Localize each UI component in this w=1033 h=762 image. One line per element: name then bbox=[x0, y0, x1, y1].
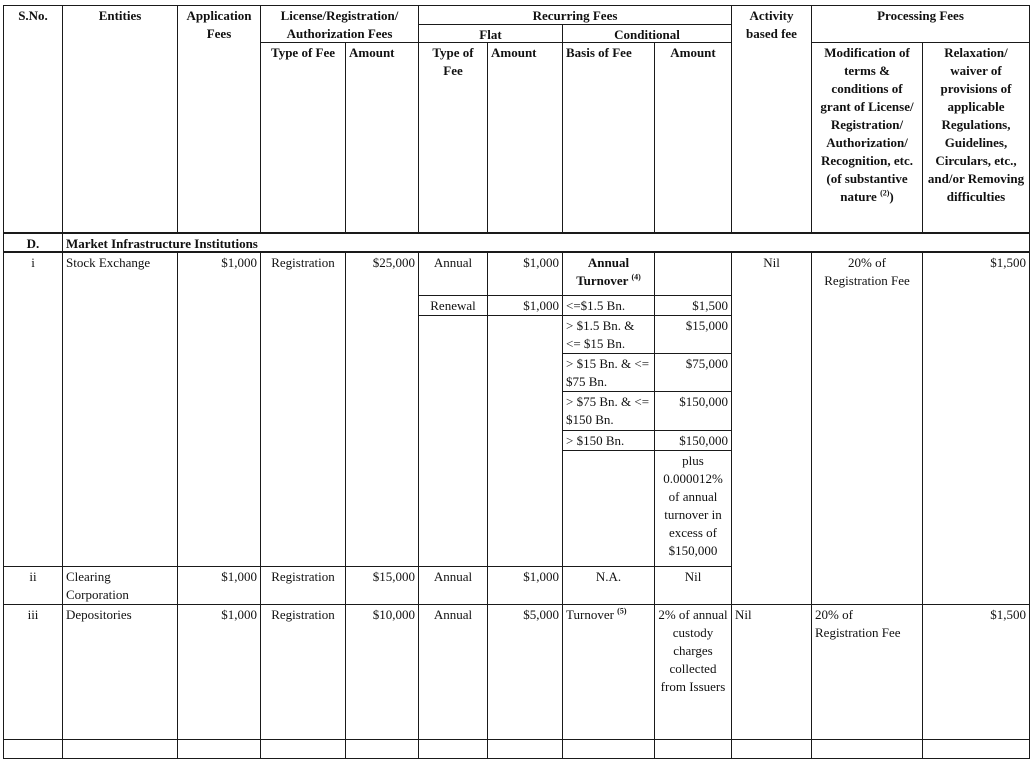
footnote-ref-2: (2) bbox=[880, 188, 890, 198]
row-i-slab-2-basis: > $1.5 Bn. & <= $15 Bn. bbox=[562, 315, 655, 354]
row-i-flat-type-empty bbox=[418, 315, 488, 567]
section-code: D. bbox=[3, 233, 63, 253]
row-ii-flat-amount: $1,000 bbox=[487, 566, 563, 605]
row-ii-application-fee: $1,000 bbox=[177, 566, 261, 605]
row-iii-license-amount: $10,000 bbox=[345, 604, 419, 740]
row-ii-sno: ii bbox=[3, 566, 63, 605]
row-iii-flat-type: Annual bbox=[418, 604, 488, 740]
row-i-license-amount: $25,000 bbox=[345, 252, 419, 567]
row-i-sno: i bbox=[3, 252, 63, 567]
row-iii-activity-fee: Nil bbox=[731, 604, 812, 740]
header-license-amount: Amount bbox=[345, 42, 419, 234]
row-ii-license-type: Registration bbox=[260, 566, 346, 605]
blank-row-cell bbox=[922, 739, 1030, 759]
blank-row-cell bbox=[345, 739, 419, 759]
blank-row-cell bbox=[418, 739, 488, 759]
row-i-cond-basis-title-text: Annual Turnover bbox=[576, 255, 630, 288]
row-i-slab-4-amount: $150,000 bbox=[654, 391, 732, 431]
row-i-slab-5-amount: $150,000 bbox=[654, 430, 732, 451]
header-flat-type: Type of Fee bbox=[418, 42, 488, 234]
header-cond-basis: Basis of Fee bbox=[562, 42, 655, 234]
blank-row-cell bbox=[62, 739, 178, 759]
row-i-flat-amount-renewal: $1,000 bbox=[487, 295, 563, 316]
row-i-flat-type-renewal: Renewal bbox=[418, 295, 488, 316]
row-i-slab-extra-amount: plus 0.000012% of annual turnover in excess of $150,000 bbox=[654, 450, 732, 567]
section-bottom-rule bbox=[3, 251, 1030, 253]
header-application-fees: Application Fees bbox=[177, 5, 261, 234]
header-modification-text: Modification of terms & conditions of grant of License/ Registration/ Authorization/ Recognition, etc. (of substantive nature bbox=[820, 45, 914, 204]
header-license-fees: License/Registration/ Authorization Fees bbox=[260, 5, 419, 43]
row-iii-license-type: Registration bbox=[260, 604, 346, 740]
row-iii-modification-fee: 20% of Registration Fee bbox=[811, 604, 923, 740]
row-iii-flat-amount: $5,000 bbox=[487, 604, 563, 740]
blank-row-cell bbox=[811, 739, 923, 759]
row-iii-relaxation-fee: $1,500 bbox=[922, 604, 1030, 740]
header-license-type: Type of Fee bbox=[260, 42, 346, 234]
row-i-license-type: Registration bbox=[260, 252, 346, 567]
row-ii-entity: Clearing Corporation bbox=[62, 566, 178, 605]
section-title: Market Infrastructure Institutions bbox=[62, 233, 1030, 253]
row-i-slab-2-amount: $15,000 bbox=[654, 315, 732, 354]
row-i-application-fee: $1,000 bbox=[177, 252, 261, 567]
blank-row-cell bbox=[3, 739, 63, 759]
blank-row-cell bbox=[562, 739, 655, 759]
header-conditional: Conditional bbox=[562, 24, 732, 43]
blank-row-cell bbox=[177, 739, 261, 759]
row-ii-flat-type: Annual bbox=[418, 566, 488, 605]
row-i-slab-3-amount: $75,000 bbox=[654, 353, 732, 392]
header-cond-amount: Amount bbox=[654, 42, 732, 234]
header-relaxation: Relaxation/ waiver of provisions of applicable Regulations, Guidelines, Circulars, etc., and/or Removing difficulties bbox=[922, 42, 1030, 234]
row-ii-license-amount: $15,000 bbox=[345, 566, 419, 605]
header-processing-fees: Processing Fees bbox=[811, 5, 1030, 43]
header-modification bbox=[811, 42, 923, 234]
row-i-slab-1-basis: <=$1.5 Bn. bbox=[562, 295, 655, 316]
row-i-flat-amount-empty bbox=[487, 315, 563, 567]
header-flat-amount: Amount bbox=[487, 42, 563, 234]
row-i-entity: Stock Exchange bbox=[62, 252, 178, 567]
blank-row-cell bbox=[260, 739, 346, 759]
row-iii-cond-basis bbox=[562, 604, 655, 740]
blank-row-cell bbox=[487, 739, 563, 759]
row-i-slab-1-amount: $1,500 bbox=[654, 295, 732, 316]
footnote-ref-5: (5) bbox=[617, 606, 627, 616]
row-i-slab-5-basis: > $150 Bn. bbox=[562, 430, 655, 451]
row-ii-cond-amount: Nil bbox=[654, 566, 732, 605]
header-recurring-fees: Recurring Fees bbox=[418, 5, 732, 25]
row-i-flat-type-annual: Annual bbox=[418, 252, 488, 296]
row-i-cond-amount-title bbox=[654, 252, 732, 296]
header-flat: Flat bbox=[418, 24, 563, 43]
header-entities: Entities bbox=[62, 5, 178, 234]
row-i-modification-fee: 20% of Registration Fee bbox=[811, 252, 923, 605]
row-i-slab-4-basis: > $75 Bn. & <= $150 Bn. bbox=[562, 391, 655, 431]
blank-row-cell bbox=[731, 739, 812, 759]
header-bottom-rule bbox=[3, 232, 1030, 234]
header-sno: S.No. bbox=[3, 5, 63, 234]
row-iii-cond-basis-text: Turnover bbox=[566, 607, 614, 622]
row-iii-entity: Depositories bbox=[62, 604, 178, 740]
row-i-slab-extra-basis bbox=[562, 450, 655, 567]
row-iii-sno: iii bbox=[3, 604, 63, 740]
header-modification-close: ) bbox=[889, 189, 894, 204]
row-ii-cond-basis: N.A. bbox=[562, 566, 655, 605]
row-i-relaxation-fee: $1,500 bbox=[922, 252, 1030, 605]
row-i-slab-3-basis: > $15 Bn. & <= $75 Bn. bbox=[562, 353, 655, 392]
blank-row-cell bbox=[654, 739, 732, 759]
footnote-ref-4: (4) bbox=[631, 272, 641, 282]
row-iii-application-fee: $1,000 bbox=[177, 604, 261, 740]
row-i-cond-basis-title bbox=[562, 252, 655, 296]
header-activity-fee: Activity based fee bbox=[731, 5, 812, 234]
row-i-activity-fee: Nil bbox=[731, 252, 812, 605]
row-iii-cond-amount: 2% of annual custody charges collected from Issuers bbox=[654, 604, 732, 740]
row-i-flat-amount-annual: $1,000 bbox=[487, 252, 563, 296]
